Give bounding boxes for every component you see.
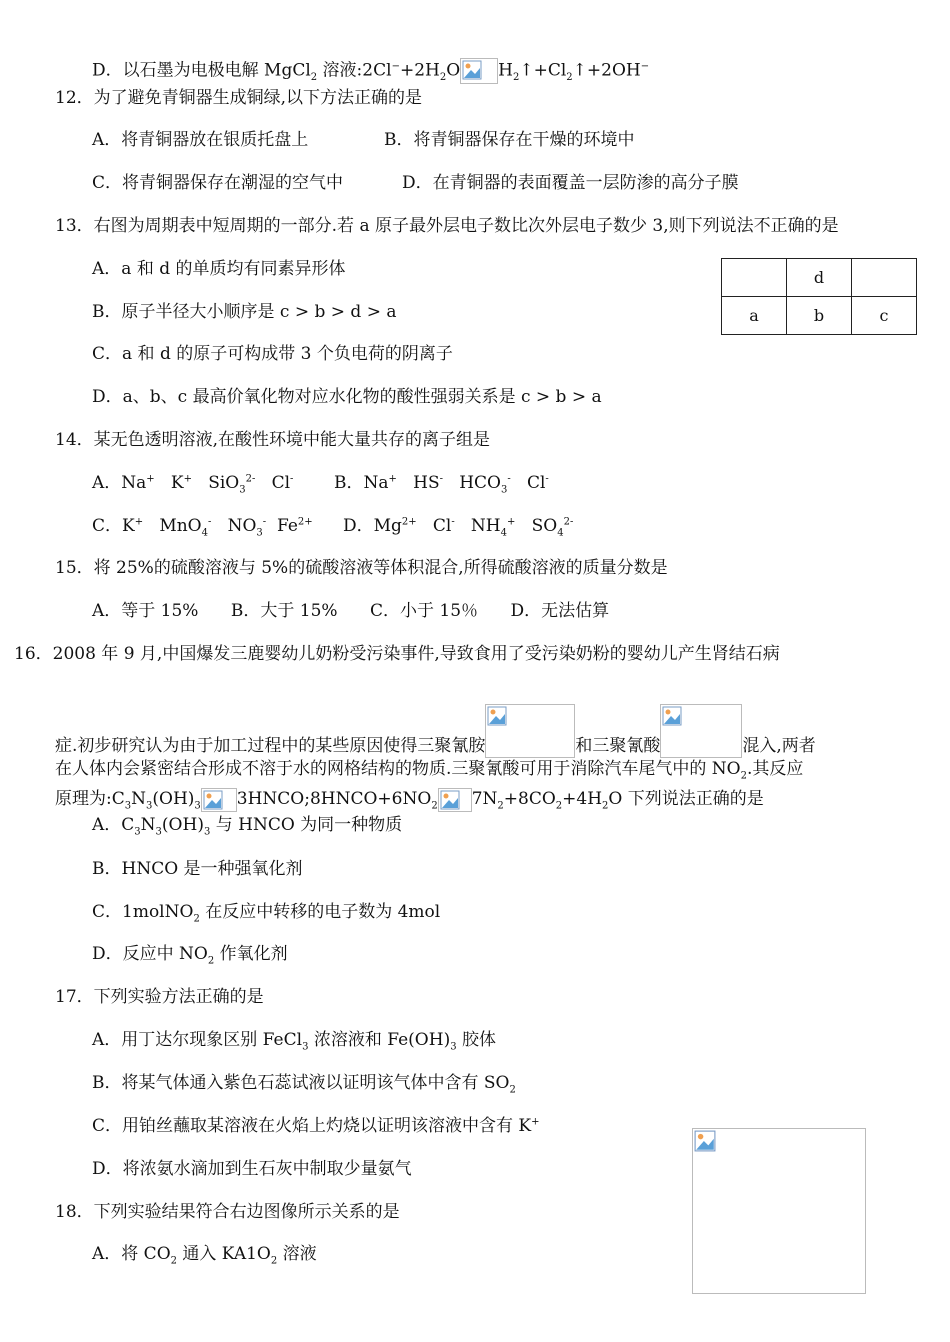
q13-stem: 13．右图为周期表中短周期的一部分.若 a 原子最外层电子数比次外层电子数少 3,则下列说法不正确的是 (55, 216, 839, 236)
q14-option-b: B．Na+ HS- $HCO_3^-$ Cl- (334, 473, 549, 496)
table-cell: a (722, 297, 787, 335)
q16-line-2: 症.初步研究认为由于加工过程中的某些原因使得三聚氰胺 和三聚氰酸 混入,两者 (55, 704, 816, 758)
q14-option-d: D．$Mg^{2+}$ Cl- $NH_4^+$ $SO_4^{2-}$ (343, 516, 574, 539)
q17-stem: 17．下列实验方法正确的是 (55, 987, 264, 1007)
q17-option-c: C．用铂丝蘸取某溶液在火焰上灼烧以证明该溶液中含有 K+ (92, 1116, 540, 1136)
q15-options: A．等于 15% B．大于 15% C．小于 15％ D．无法估算 (92, 601, 610, 621)
q15-stem: 15．将 25%的硫酸溶液与 5%的硫酸溶液等体积混合,所得硫酸溶液的质量分数是 (55, 558, 668, 578)
table-cell: d (787, 259, 852, 297)
q14-option-c: C．K+ MnO$_4$- $NO_3^-$ $Fe^{2+}$ (92, 516, 313, 539)
q16-option-b: B．HNCO 是一种强氧化剂 (92, 859, 303, 879)
q12-option-a: A．将青铜器放在银质托盘上 (92, 130, 309, 150)
broken-image-icon (485, 704, 575, 758)
broken-image-icon (201, 788, 237, 812)
table-cell: b (787, 297, 852, 335)
q14-stem: 14．某无色透明溶液,在酸性环境中能大量共存的离子组是 (55, 430, 491, 450)
q13-option-b: B．原子半径大小顺序是 c > b > d > a (92, 302, 397, 322)
q18-stem: 18．下列实验结果符合右边图像所示关系的是 (55, 1202, 400, 1222)
q17-option-d: D．将浓氨水滴加到生石灰中制取少量氨气 (92, 1159, 412, 1179)
table-cell (852, 259, 917, 297)
broken-image-icon (438, 788, 472, 812)
broken-image-icon (460, 58, 498, 84)
q13-option-a: A．a 和 d 的单质均有同素异形体 (92, 259, 346, 279)
broken-image-icon (694, 1130, 716, 1152)
graph-image-placeholder (692, 1128, 866, 1294)
q12-option-c: C．将青铜器保存在潮湿的空气中 (92, 173, 344, 193)
q12-option-d: D．在青铜器的表面覆盖一层防渗的高分子膜 (402, 173, 739, 193)
table-cell (722, 259, 787, 297)
q16-option-a: A．$C_3N_3(OH)_3$ 与 HNCO 为同一种物质 (92, 815, 403, 838)
q13-option-d: D．a、b、c 最高价氧化物对应水化物的酸性强弱关系是 c > b > a (92, 387, 602, 407)
q12-stem: 12．为了避免青铜器生成铜绿,以下方法正确的是 (55, 88, 423, 108)
q17-option-b: B．将某气体通入紫色石蕊试液以证明该气体中含有 $SO_2$ (92, 1073, 516, 1096)
q14-option-a: A．Na+ K+ SiO$_3^{2-}$ Cl- (92, 473, 294, 496)
q18-option-a: A．将 $CO_2$ 通入 $KA1O_2$ 溶液 (92, 1244, 317, 1267)
q16-option-d: D．反应中 $NO_2$ 作氧化剂 (92, 944, 288, 967)
broken-image-icon (660, 704, 742, 758)
table-cell: c (852, 297, 917, 335)
q16-line-1: 16．2008 年 9 月,中国爆发三鹿婴幼儿奶粉受污染事件,导致食用了受污染奶粉的婴幼儿产生肾结石病 (14, 644, 780, 664)
q16-line-4: 原理为$:C_3N_3(OH)_3$ $3HNCO;8HNCO+6NO_2$ $7N_2+8CO_2+4H_2O$ 下列说法正确的是 (55, 789, 764, 812)
q13-option-c: C．a 和 d 的原子可构成带 3 个负电荷的阴离子 (92, 344, 453, 364)
q17-option-a: A．用丁达尔现象区别 FeCl$_3$ 浓溶液和 $Fe(OH)_3$ 胶体 (92, 1030, 496, 1053)
q16-option-c: C．1molNO$_2$ 在反应中转移的电子数为 4mol (92, 902, 441, 925)
q12-option-b: B．将青铜器保存在干燥的环境中 (384, 130, 635, 150)
q16-line-3: 在人体内会紧密结合形成不溶于水的网格结构的物质.三聚氰酸可用于消除汽车尾气中的 $NO_2$.其反应 (55, 759, 804, 782)
periodic-table-fragment (721, 258, 917, 335)
q11-option-d: D．以石墨为电极电解 MgCl$_2$ 溶液$:2Cl^-+2H_2O$ $H_2↑+Cl_2↑+2OH^-$ (92, 58, 649, 84)
